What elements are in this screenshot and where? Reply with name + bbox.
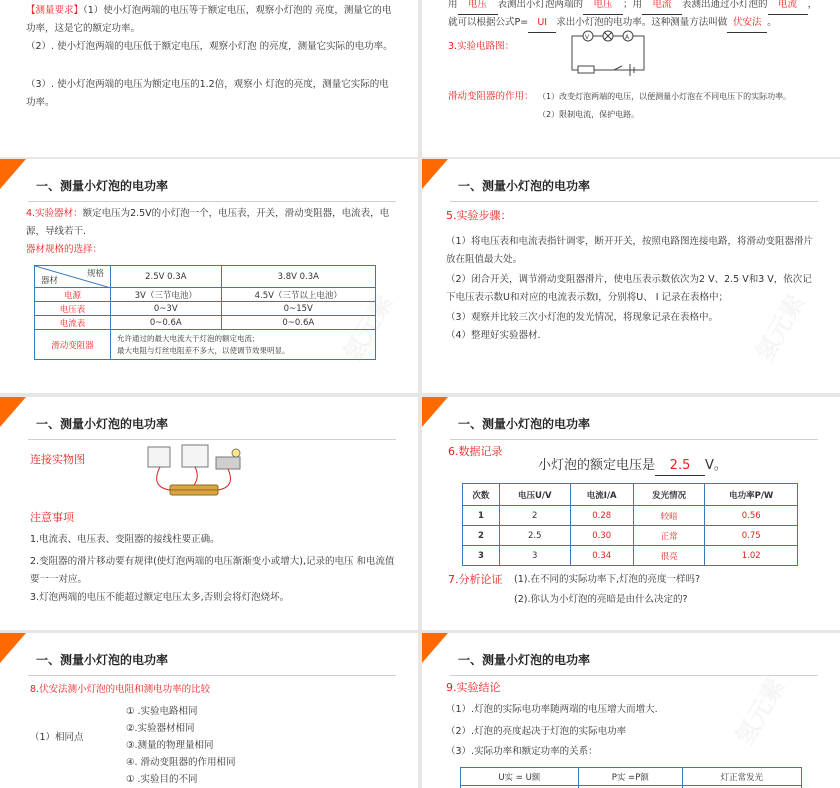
blank-ammeter: 电流: [642, 0, 682, 15]
corner-accent: [422, 633, 448, 663]
slide-7[interactable]: [0, 633, 418, 788]
slide-2[interactable]: [422, 0, 840, 157]
slide-title: 一、测量小灯泡的电功率: [36, 653, 169, 667]
relation-table: U实 = U额 P实 =P额 灯正常发光: [460, 767, 802, 788]
requirement-line-1: [26, 2, 398, 38]
step-4: （4）整理好实验器材.: [446, 330, 541, 341]
slide-3[interactable]: [0, 159, 418, 393]
blank-current: 电流: [768, 0, 808, 15]
slide-4[interactable]: [422, 159, 840, 393]
step-3: （3）观察并比较三次小灯泡的发光情况，将现象记录在表格中。: [446, 312, 719, 323]
question-1: (1).在不同的实际功率下,灯泡的亮度一样吗?: [514, 574, 701, 585]
method-line-1: 用 电压 表测出小灯泡两端的 电压 ；用 电流 表测出通过小灯泡的 电流 ，: [448, 0, 828, 15]
title-divider: [450, 201, 818, 202]
list-item: ②.实验器材相同: [126, 723, 195, 734]
note-3: 3.灯泡两端的电压不能超过额定电压太多,否则会将灯泡烧坏。: [30, 592, 290, 603]
equipment-text: 4.实验器材：额定电压为2.5V的小灯泡一个，电压表，开关，滑动变阻器，电流表，电源，导线若干.: [26, 208, 390, 237]
analysis-label: 7.分析论证: [448, 573, 503, 586]
method-line-2: 就可以根据公式P= UI 求出小灯泡的电功率。这种测量方法叫做 伏安法 。: [448, 14, 828, 33]
list-item: ① .实验电路相同: [126, 706, 198, 717]
watermark: [725, 671, 791, 751]
spec-table: 规格 器材 2.5V 0.3A 3.8V 0.3A 电源 3V（三节电池） 4.5V（三节以上电池） 电压表 0~3V 0~15V 电流表 0~0.6A 0~0.6A 滑动变阻器 允许通过的最大电流大于灯泡的额定电流； 最大电阻与灯丝电阻差不多大，以使调节效果明显。: [34, 265, 376, 360]
corner-accent: [0, 159, 26, 189]
corner-accent: [422, 397, 448, 427]
requirement-tag: 【测量要求】: [26, 5, 84, 16]
question-2: (2).你认为小灯泡的亮暗是由什么决定的?: [514, 594, 688, 605]
corner-accent: [0, 633, 26, 663]
data-table: 次数 电压U/V 电流I/A 发光情况 电功率P/W 1 2 0.28 较暗 0.56 2 2.5 0.30 正常 0.75 3 3 0.34 很亮 1.02: [462, 483, 798, 566]
slide-6[interactable]: [422, 397, 840, 630]
rheostat-label: 滑动变阻器的作用：: [448, 91, 534, 102]
corner-accent: [0, 397, 26, 427]
conclusion-label: 9.实验结论: [446, 681, 501, 694]
list-item: ① .实验目的不同: [126, 774, 198, 785]
spec-col-header: 2.5V 0.3A: [111, 266, 222, 288]
slide-title: 一、测量小灯泡的电功率: [458, 179, 591, 193]
title-divider: [28, 439, 396, 440]
requirement-line-3: （3）. 使小灯泡两端的电压为额定电压的1.2倍，观察小 灯泡的亮度，测量它实际的电功率。: [26, 79, 389, 108]
same-points-label: （1）相同点: [30, 732, 84, 743]
rated-voltage-line: 小灯泡的额定电压是 2.5 V。: [538, 457, 727, 476]
blank-voltage: 电压: [583, 0, 623, 15]
slide-8[interactable]: [422, 633, 840, 788]
rheostat-use-1: （1）改变灯泡两端的电压，以便测量小灯泡在不同电压下的实际功率。: [538, 92, 792, 101]
list-item: ④. 滑动变阻器的作用相同: [126, 757, 236, 768]
requirement-line-2: （2）. 使小灯泡两端的电压低于额定电压，观察小灯泡 的亮度，测量它实际的电功率。: [26, 41, 393, 52]
table-row: 1 2 0.28 较暗 0.56: [463, 506, 798, 526]
slide-title: 一、测量小灯泡的电功率: [36, 417, 169, 431]
spec-col-header: 3.8V 0.3A: [221, 266, 375, 288]
note-1: 1.电流表、电压表、变阻器的接线柱要正确。: [30, 534, 220, 545]
title-divider: [28, 201, 396, 202]
slide-5[interactable]: [0, 397, 418, 630]
conclusion-2: （2）.灯泡的亮度起决于灯泡的实际电功率: [446, 726, 627, 737]
slide-title: 一、测量小灯泡的电功率: [36, 179, 169, 193]
slide-1[interactable]: [0, 0, 418, 157]
conclusion-1: （1）.灯泡的实际电功率随两端的电压增大而增大.: [446, 704, 658, 715]
svg-text:V: V: [585, 34, 590, 41]
spec-corner-cell: 规格 器材: [35, 266, 111, 288]
record-label: 6.数据记录: [448, 445, 503, 458]
svg-text:A: A: [625, 34, 630, 41]
compare-label: 8.伏安法测小灯泡的电阻和测电功率的比较: [30, 684, 211, 695]
step-2: （2）闭合开关，调节滑动变阻器滑片，使电压表示数依次为2 V、2.5 V和3 V，依次记下电压表示数U和对应的电流表示数I，分别将U、 I 记录在表格中；: [446, 274, 812, 303]
connect-label: 连接实物图: [30, 453, 85, 466]
list-item: ③.测量的物理量相同: [126, 740, 214, 751]
table-row: 3 3 0.34 很亮 1.02: [463, 546, 798, 566]
circuit-diagram: [564, 30, 654, 76]
corner-accent: [422, 159, 448, 189]
rheostat-use-2: （2）限制电流，保护电路。: [538, 110, 640, 119]
slide-title: 一、测量小灯泡的电功率: [458, 653, 591, 667]
requirement-text-1: （1）使小灯泡两端的电压等于额定电压，观察小灯泡的 亮度，测量它的电功率，这是它的额定功率。: [26, 5, 392, 34]
rated-voltage-value: 2.5: [655, 457, 705, 476]
steps-label: 5.实验步骤：: [446, 209, 512, 222]
apparatus-illustration: [140, 441, 250, 507]
blank-formula: UI: [528, 14, 556, 33]
step-1: （1）将电压表和电流表指针调零，断开开关，按照电路图连接电路，将滑动变阻器滑片放在阻值最大处。: [446, 236, 814, 265]
slide-title: 一、测量小灯泡的电功率: [458, 417, 591, 431]
notes-label: 注意事项: [30, 511, 74, 524]
compare-list: [126, 703, 236, 788]
blank-method: 伏安法: [727, 14, 767, 33]
spec-label: 器材规格的选择：: [26, 244, 103, 255]
note-2: 2.变阻器的滑片移动要有规律(使灯泡两端的电压渐渐变小或增大),记录的电压 和电流值要一一对应。: [30, 556, 395, 585]
title-divider: [28, 675, 396, 676]
circuit-diagram-label: 3.实验电路图：: [448, 41, 515, 52]
title-divider: [450, 439, 818, 440]
conclusion-3: （3）.实际功率和额定功率的关系：: [446, 746, 598, 757]
table-row: 2 2.5 0.30 正常 0.75: [463, 526, 798, 546]
blank-voltmeter: 电压: [458, 0, 498, 15]
